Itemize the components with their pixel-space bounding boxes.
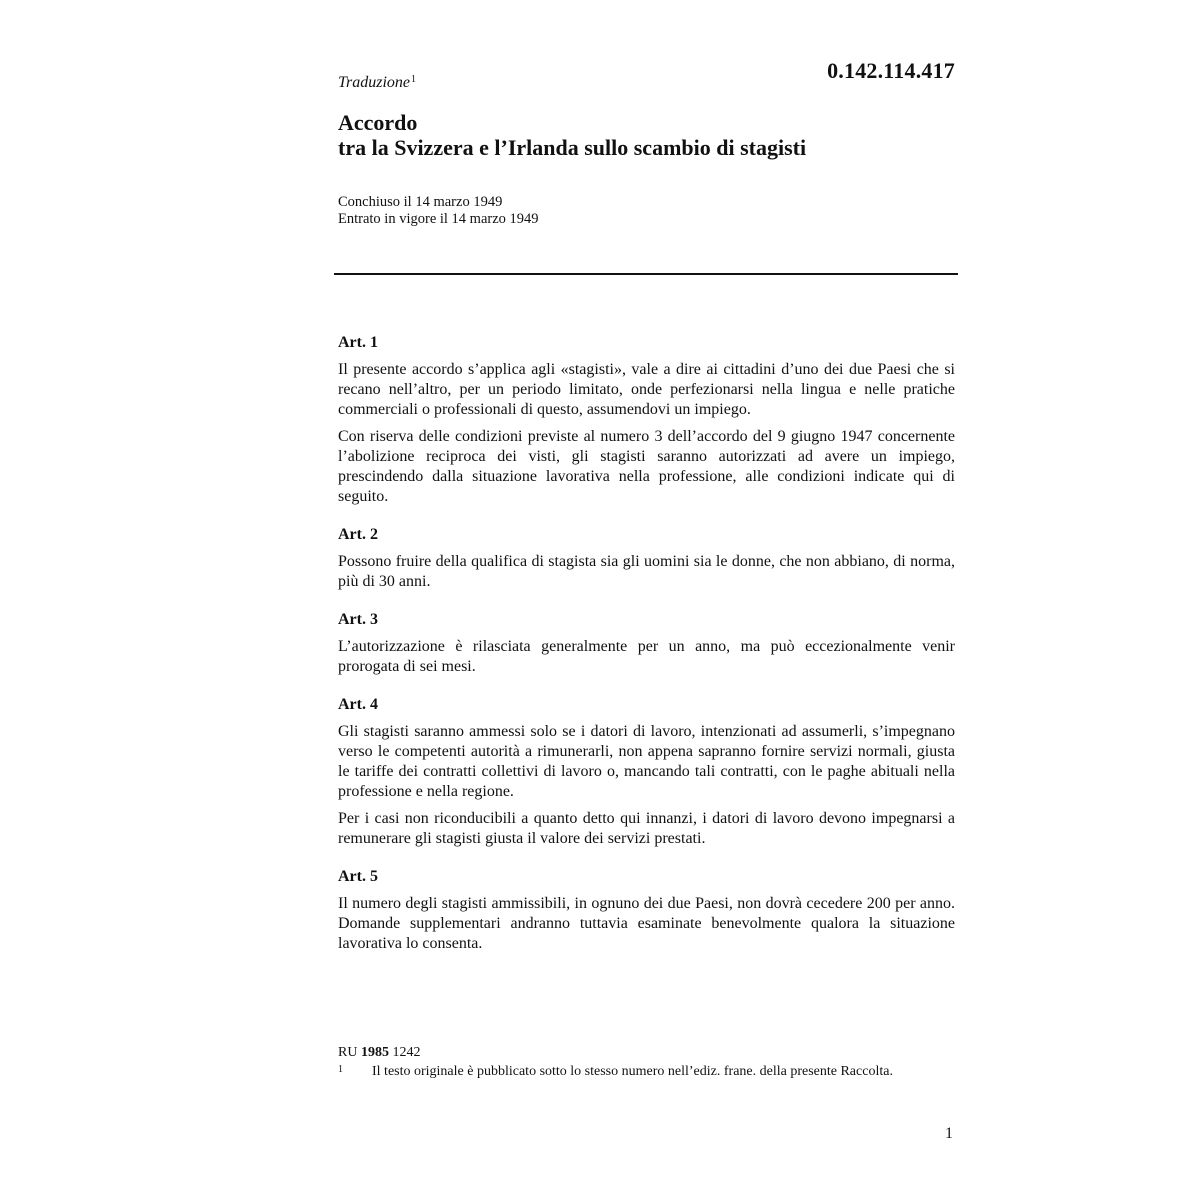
footnote-text: Il testo originale è pubblicato sotto lo stesso numero nell’ediz. frane. della presente Raccolta. [372,1064,893,1079]
official-collection-reference [338,1044,955,1061]
article-paragraph: Con riserva delle condizioni previste al numero 3 dell’accordo del 9 giugno 1947 concernente l’abolizione reciproca dei visti, gli stagisti saranno autorizzati ad avere un impiego, prescindendo dalla situazione lavorativa nella professione, alle condizioni indicate qui di seguito. [338,428,955,505]
article-paragraph: Per i casi non riconducibili a quanto detto qui innanzi, i datori di lavoro devono impegnarsi a remunerare gli stagisti giusta il valore dei servizi prestati. [338,810,955,847]
ru-prefix: RU [338,1045,358,1060]
article-heading: Art. 2 [338,526,378,543]
article-heading: Art. 3 [338,611,378,628]
translation-label [338,74,416,92]
footnote-reference: 1 [411,74,417,85]
document-dates [338,194,539,228]
concluded-date: Conchiuso il 14 marzo 1949 [338,194,503,210]
article-5 [338,867,955,954]
header-divider [334,273,958,275]
article-heading: Art. 5 [338,868,378,885]
translation-label-text: Traduzione [338,74,411,91]
in-force-date: Entrato in vigore il 14 marzo 1949 [338,211,539,227]
article-paragraph: Il presente accordo s’applica agli «stagisti», vale a dire ai cittadini d’uno dei due Paesi che si recano nell’altro, per un periodo limitato, onde perfezionarsi nella lingua e nelle pratiche commerciali o professionali di questo, assumendovi un impiego. [338,361,955,418]
footnote-mark: 1 [338,1064,343,1075]
document-title [338,110,806,160]
article-paragraph: Possono fruire della qualifica di stagista sia gli uomini sia le donne, che non abbiano, di norma, più di 30 anni. [338,553,955,590]
article-2 [338,525,955,592]
article-paragraph: Il numero degli stagisti ammissibili, in ognuno dei due Paesi, non dovrà cecedere 200 per anno. Domande supplementari andranno tuttavia esaminate benevolmente qualora la situazione lavorativa lo consenta. [338,895,955,952]
article-paragraph: L’autorizzazione è rilasciata generalmente per un anno, ma può eccezionalmente venir prorogata di sei mesi. [338,638,955,675]
article-3 [338,610,955,677]
footnote-1 [338,1063,955,1080]
document-number: 0.142.114.417 [827,58,955,83]
article-heading: Art. 4 [338,696,378,713]
article-4 [338,695,955,849]
document-body [338,333,955,972]
ru-page: 1242 [392,1045,421,1060]
page-number: 1 [945,1125,953,1142]
title-line-1: Accordo [338,110,418,135]
document-page [338,0,958,1200]
article-1 [338,333,955,507]
title-line-2: tra la Svizzera e l’Irlanda sullo scambio di stagisti [338,135,807,160]
article-paragraph: Gli stagisti saranno ammessi solo se i datori di lavoro, intenzionati ad assumerli, s’impegnano verso le competenti autorità a rimunerarli, non appena sapranno fornire servizi normali, giusta le tariffe dei contratti collettivi di lavoro o, mancando tali contratti, con le paghe abituali nella professione e nella regione. [338,723,955,800]
footnotes [338,1044,955,1080]
article-heading: Art. 1 [338,334,378,351]
ru-year: 1985 [360,1045,389,1060]
